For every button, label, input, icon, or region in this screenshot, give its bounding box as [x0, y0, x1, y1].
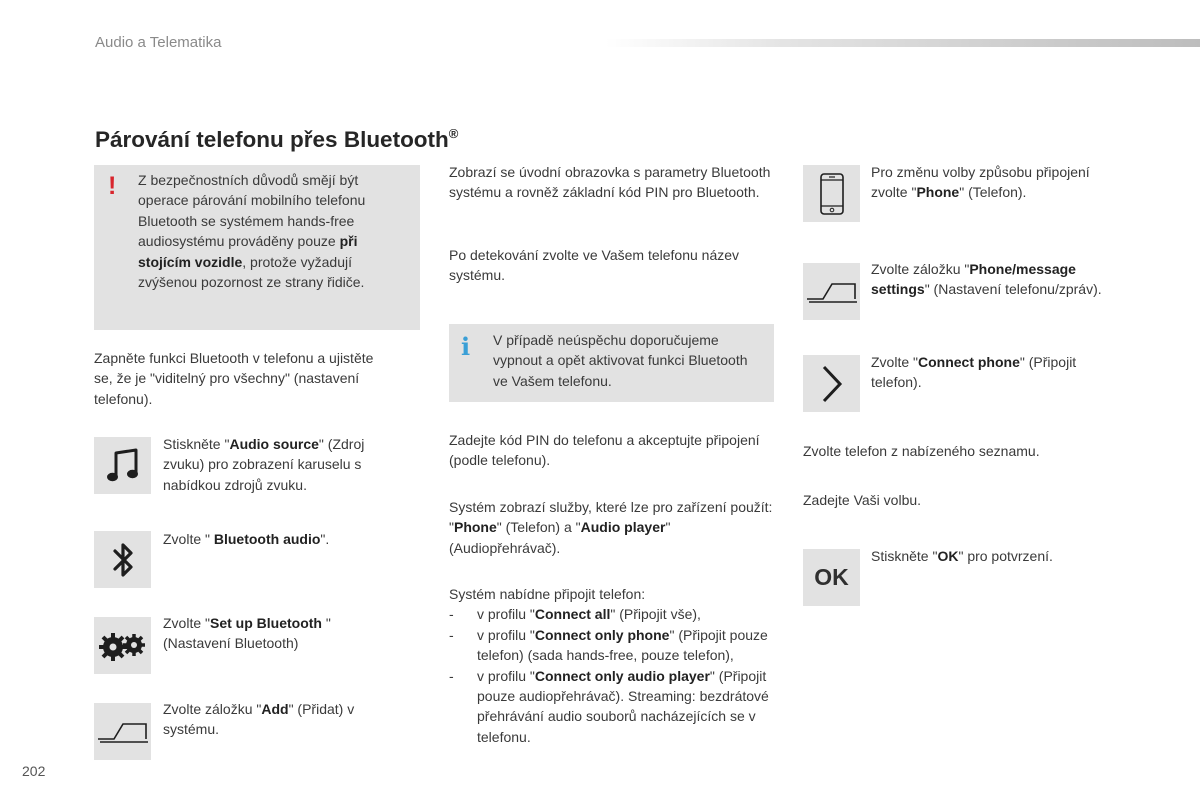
phone-message-settings-button[interactable]: [803, 263, 860, 320]
step-setup-bluetooth: Zvolte "Set up Bluetooth " (Nastavení Bluetooth): [163, 615, 331, 652]
info-icon: i: [461, 332, 471, 361]
section-header: Audio a Telematika: [95, 34, 222, 51]
info-text: V případě neúspěchu doporučujeme vypnout a opět aktivovat funkci Bluetooth ve Vašem telefonu.: [493, 332, 748, 389]
header-bar: [605, 39, 1200, 47]
paragraph-home-screen: Zobrazí se úvodní obrazovka s parametry Bluetooth systému a rovněž základní kód PIN pro Bluetooth.: [449, 164, 771, 201]
step-bluetooth-audio: Zvolte " Bluetooth audio".: [163, 531, 330, 547]
step-add-tab: Zvolte záložku "Add" (Přidat) v systému.: [163, 701, 355, 738]
connect-phone-button[interactable]: [803, 355, 860, 412]
page-title: Párování telefonu přes Bluetooth®: [95, 126, 459, 152]
intro-text: Zapněte funkci Bluetooth v telefonu a ujistěte se, že je "viditelný pro všechny" (nastavení telefonu).: [94, 350, 374, 407]
step-phone-message-settings: Zvolte záložku "Phone/message settings" (Nastavení telefonu/zpráv).: [871, 261, 1102, 298]
page-number: 202: [22, 763, 46, 779]
paragraph-services: Systém zobrazí služby, které lze pro zařízení použít: "Phone" (Telefon) a "Audio player" (Audiopřehrávač).: [449, 499, 773, 556]
gears-icon: [98, 629, 148, 663]
chevron-right-icon: [820, 364, 844, 404]
add-tab-button[interactable]: [94, 703, 151, 760]
phone-button[interactable]: [803, 165, 860, 222]
paragraph-select-phone: Zvolte telefon z nabízeného seznamu.: [803, 443, 1040, 459]
tab-icon: [96, 719, 150, 745]
audio-source-button[interactable]: [94, 437, 151, 494]
setup-bluetooth-button[interactable]: [94, 617, 151, 674]
list-item: - v profilu "Connect only audio player" (Připojit pouze audiopřehrávač). Streaming: bezdrátové přehrávání audio souborů nacházejících se v telefonu.: [449, 666, 774, 748]
list-item: - v profilu "Connect only phone" (Připojit pouze telefon) (sada hands-free, pouze telefon),: [449, 625, 774, 666]
bluetooth-audio-button[interactable]: [94, 531, 151, 588]
ok-button[interactable]: [803, 549, 860, 606]
profile-list: [449, 604, 774, 747]
profiles-intro: Systém nabídne připojit telefon:: [449, 586, 646, 602]
step-connect-phone: Zvolte "Connect phone" (Připojit telefon).: [871, 354, 1077, 391]
step-phone: Pro změnu volby způsobu připojení zvolte "Phone" (Telefon).: [871, 164, 1090, 201]
paragraph-select-name: Po detekování zvolte ve Vašem telefonu název systému.: [449, 247, 740, 284]
step-audio-source: Stiskněte "Audio source" (Zdroj zvuku) pro zobrazení karuselu s nabídkou zdrojů zvuku.: [163, 436, 365, 493]
ok-button-icon: OK: [814, 564, 849, 590]
paragraph-connect-profiles: [449, 584, 774, 747]
warning-text: Z bezpečnostních důvodů smějí být operace párování mobilního telefonu Bluetooth se systémem hands-free audiosystému prováděny pouze při stojícím vozidle, protože vyžadují zvýšenou pozornost ze strany řidiče.: [138, 172, 366, 291]
music-note-icon: [102, 445, 144, 487]
step-ok: Stiskněte "OK" pro potvrzení.: [871, 548, 1053, 564]
warning-exclamation-icon: !: [108, 172, 117, 200]
smartphone-icon: [819, 172, 845, 216]
list-item: - v profilu "Connect all" (Připojit vše),: [449, 604, 774, 624]
paragraph-enter-choice: Zadejte Vaši volbu.: [803, 492, 922, 508]
paragraph-enter-pin: Zadejte kód PIN do telefonu a akceptujte připojení (podle telefonu).: [449, 432, 760, 469]
tab-icon: [805, 279, 859, 305]
bluetooth-icon: [108, 539, 138, 581]
